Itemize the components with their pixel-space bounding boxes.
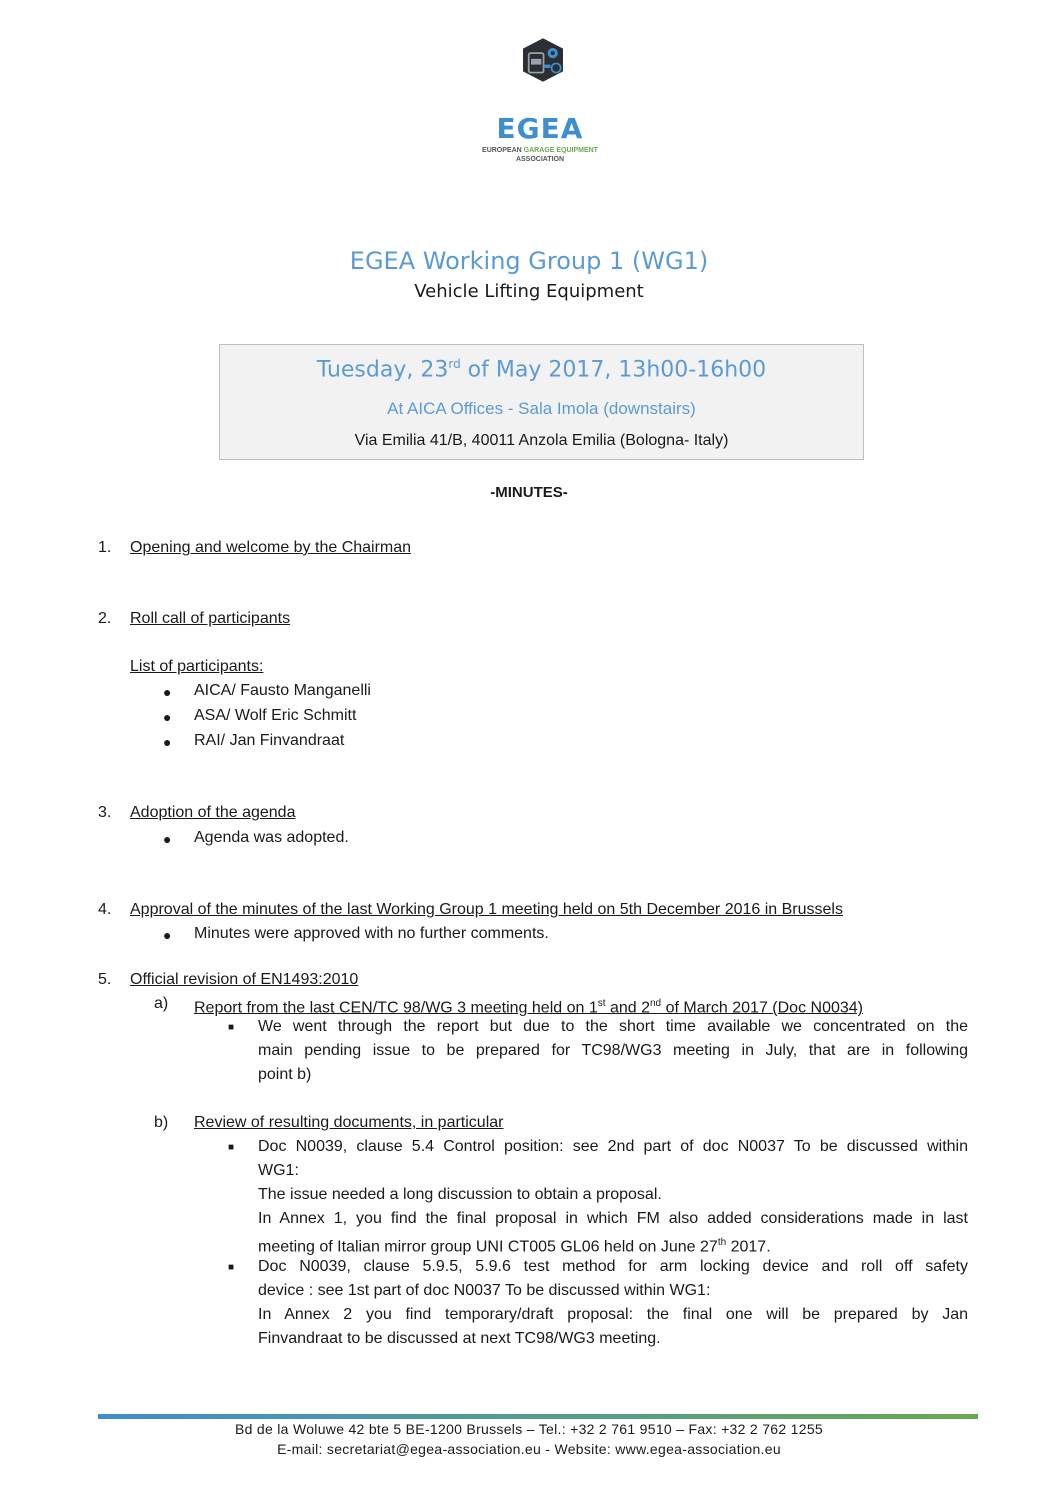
meeting-address: Via Emilia 41/B, 40011 Anzola Emilia (Bologna- Italy)	[354, 432, 729, 449]
footer-contact: E-mail: secretariat@egea-association.eu - Website: www.egea-association.eu	[277, 1441, 781, 1457]
bullet-icon: ●	[163, 709, 172, 725]
subitem-paragraph: Doc N0039, clause 5.4 Control position: see 2nd part of doc N0037 To be discussed within WG1: The issue needed a long discussion to obtain a proposal. In Annex 1, you find the final proposal in which FM also added considerations made in last meeting of Italian mirror group UNI CT005 GL06 held on June 27th 2017.	[258, 1138, 968, 1256]
subitem-label: a)	[154, 995, 169, 1012]
subitem-title: Report from the last CEN/TC 98/WG 3 meeting held on 1st and 2nd of March 2017 (Doc N0034)	[194, 998, 863, 1017]
participants-label: List of participants:	[130, 658, 264, 675]
item-title: Official revision of EN1493:2010	[130, 971, 359, 988]
bullet-icon: ●	[163, 684, 172, 700]
square-bullet-icon: ■	[228, 1262, 235, 1273]
logo-wordmark: EGEA	[496, 112, 584, 145]
egea-logo-icon	[478, 36, 608, 116]
square-bullet-icon: ■	[228, 1022, 235, 1033]
subitem-title: Review of resulting documents, in particular	[194, 1114, 504, 1131]
page-subtitle: Vehicle Lifting Equipment	[414, 281, 644, 302]
list-item: Minutes were approved with no further comments.	[194, 925, 549, 942]
item-number: 4.	[98, 901, 112, 918]
minutes-heading: -MINUTES-	[490, 484, 568, 501]
footer-divider	[98, 1414, 978, 1419]
item-number: 1.	[98, 539, 112, 556]
item-number: 2.	[98, 610, 112, 627]
page-title: EGEA Working Group 1 (WG1)	[349, 247, 709, 275]
list-item: AICA/ Fausto Manganelli	[194, 682, 371, 699]
bullet-icon: ●	[163, 734, 172, 750]
item-title: Opening and welcome by the Chairman	[130, 539, 412, 556]
subitem-label: b)	[154, 1114, 169, 1131]
item-number: 3.	[98, 804, 112, 821]
item-number: 5.	[98, 971, 112, 988]
bullet-icon: ●	[163, 927, 172, 943]
list-item: ASA/ Wolf Eric Schmitt	[194, 707, 357, 724]
item-title: Roll call of participants	[130, 610, 291, 627]
subitem-paragraph: Doc N0039, clause 5.9.5, 5.9.6 test method for arm locking device and roll off safety device : see 1st part of doc N0037 To be discussed within WG1: In Annex 2 you find temporary/draft proposal: the final one will be prepared by Jan Finvandraat to be discussed at next TC98/WG3 meeting.	[258, 1258, 968, 1347]
subitem-paragraph: We went through the report but due to the short time available we concentrated on the main pending issue to be prepared for TC98/WG3 meeting in July, that are in following point b)	[258, 1018, 968, 1083]
footer-address: Bd de la Woluwe 42 bte 5 BE-1200 Brussels – Tel.: +32 2 761 9510 – Fax: +32 2 762 1255	[234, 1421, 823, 1437]
item-title: Approval of the minutes of the last Working Group 1 meeting held on 5th December 2016 in Brussels	[130, 901, 843, 918]
square-bullet-icon: ■	[228, 1142, 235, 1153]
meeting-venue: At AICA Offices - Sala Imola (downstairs)	[387, 399, 696, 418]
list-item: Agenda was adopted.	[194, 829, 349, 846]
list-item: RAI/ Jan Finvandraat	[194, 732, 345, 749]
meeting-date: Tuesday, 23rd of May 2017, 13h00-16h00	[316, 357, 767, 383]
bullet-icon: ●	[163, 831, 172, 847]
logo-tagline: EUROPEAN GARAGE EQUIPMENT ASSOCIATION	[482, 147, 598, 163]
item-title: Adoption of the agenda	[130, 804, 296, 821]
